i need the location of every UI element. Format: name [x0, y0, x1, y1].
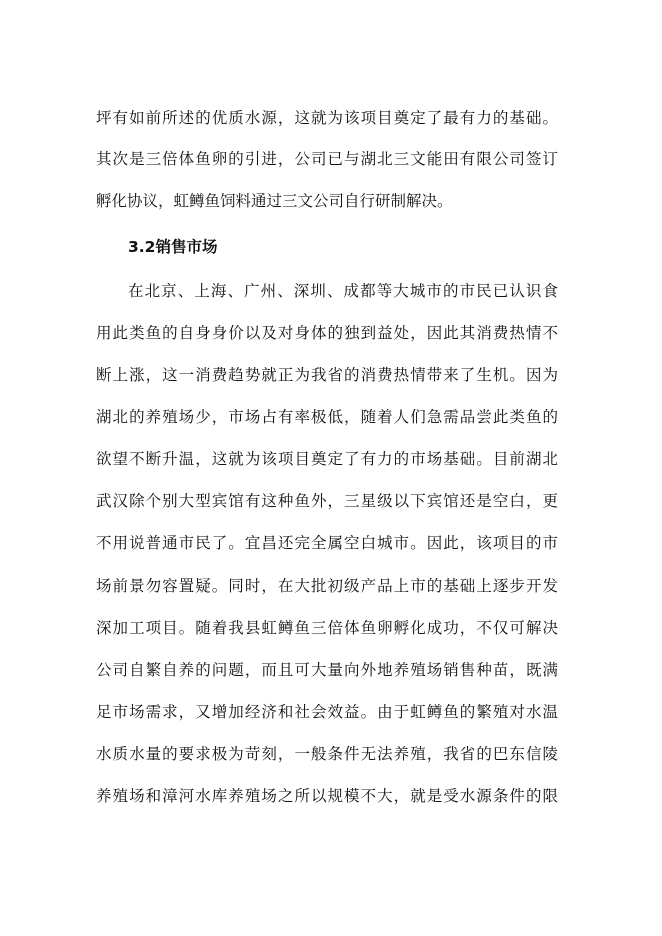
market-paragraph-line: 在北京、上海、广州、深圳、成都等大城市的市民已认识食 [128, 282, 558, 300]
market-paragraph-line: 用此类鱼的自身身价以及对身体的独到益处，因此其消费热情不 [96, 324, 558, 342]
market-paragraph-line: 场前景勿容置疑。同时，在大批初级产品上市的基础上逐步开发 [96, 577, 558, 595]
market-paragraph-line: 足市场需求，又增加经济和社会效益。由于虹鳟鱼的繁殖对水温 [96, 703, 558, 721]
market-paragraph-line: 水质水量的要求极为苛刻，一般条件无法养殖，我省的巴东信陵 [96, 745, 558, 763]
market-paragraph-line: 武汉除个别大型宾馆有这种鱼外，三星级以下宾馆还是空白，更 [96, 492, 558, 510]
intro-paragraph-line: 其次是三倍体鱼卵的引进，公司已与湖北三文能田有限公司签订 [96, 150, 558, 168]
market-paragraph-line: 公司自繁自养的问题，而且可大量向外地养殖场销售种苗，既满 [96, 661, 558, 679]
market-paragraph-line: 欲望不断升温，这就为该项目奠定了有力的市场基础。目前湖北 [96, 450, 558, 468]
section-heading: 3.2销售市场 [128, 238, 218, 256]
intro-paragraph-line: 坪有如前所述的优质水源，这就为该项目奠定了最有力的基础。 [96, 109, 558, 127]
intro-paragraph-line: 孵化协议，虹鳟鱼饲料通过三文公司自行研制解决。 [96, 192, 453, 210]
market-paragraph-line: 断上涨，这一消费趋势就正为我省的消费热情带来了生机。因为 [96, 366, 558, 384]
market-paragraph-line: 养殖场和漳河水库养殖场之所以规模不大，就是受水源条件的限 [96, 787, 558, 805]
market-paragraph-line: 深加工项目。随着我县虹鳟鱼三倍体鱼卵孵化成功，不仅可解决 [96, 619, 558, 637]
market-paragraph-line: 不用说普通市民了。宜昌还完全属空白城市。因此，该项目的市 [96, 534, 558, 552]
market-paragraph-line: 湖北的养殖场少，市场占有率极低，随着人们急需品尝此类鱼的 [96, 408, 558, 426]
